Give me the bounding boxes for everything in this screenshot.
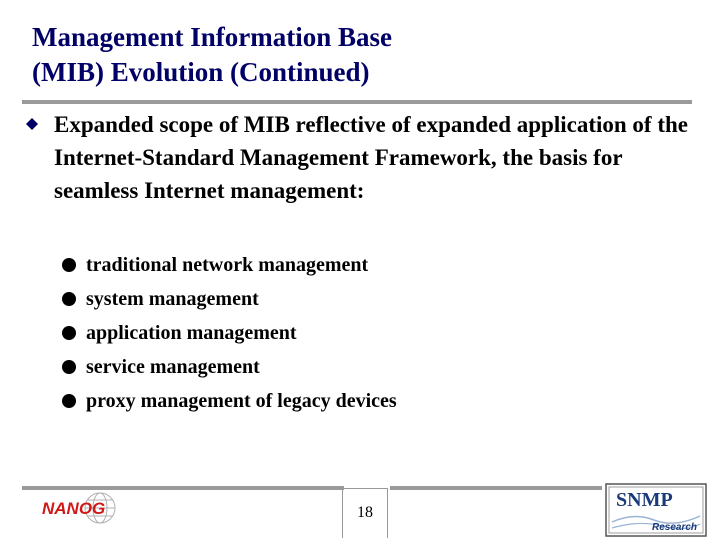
list-item-text: proxy management of legacy devices [86,389,397,412]
title-line-1: Management Information Base [32,22,392,52]
list-item [62,316,662,350]
list-item [62,384,662,418]
page-number: 18 [357,504,373,521]
slide-title [32,20,692,90]
snmp-research-logo [604,482,708,538]
list-item [62,248,662,282]
main-bullet-text: Expanded scope of MIB reflective of expanded application of the Internet-Standard Management Framework, the basis for seamless Internet management: [54,112,688,203]
list-item [62,350,662,384]
round-bullet-icon [62,292,76,306]
round-bullet-icon [62,394,76,408]
nanog-logo [40,488,150,528]
list-item-text: application management [86,321,297,344]
list-item-text: traditional network management [86,253,369,276]
round-bullet-icon [62,258,76,272]
research-logo-text: Research [652,522,698,533]
round-bullet-icon [62,360,76,374]
footer-divider-right [390,486,602,490]
round-bullet-icon [62,326,76,340]
list-item [62,282,662,316]
sub-bullet-list [62,248,662,418]
snmp-logo-text: SNMP [616,489,673,511]
diamond-bullet-icon [26,118,38,130]
title-line-2: (MIB) Evolution (Continued) [32,57,370,87]
title-divider [22,100,692,104]
list-item-text: service management [86,355,260,378]
list-item-text: system management [86,287,259,310]
nanog-logo-text: NANOG [42,499,106,518]
